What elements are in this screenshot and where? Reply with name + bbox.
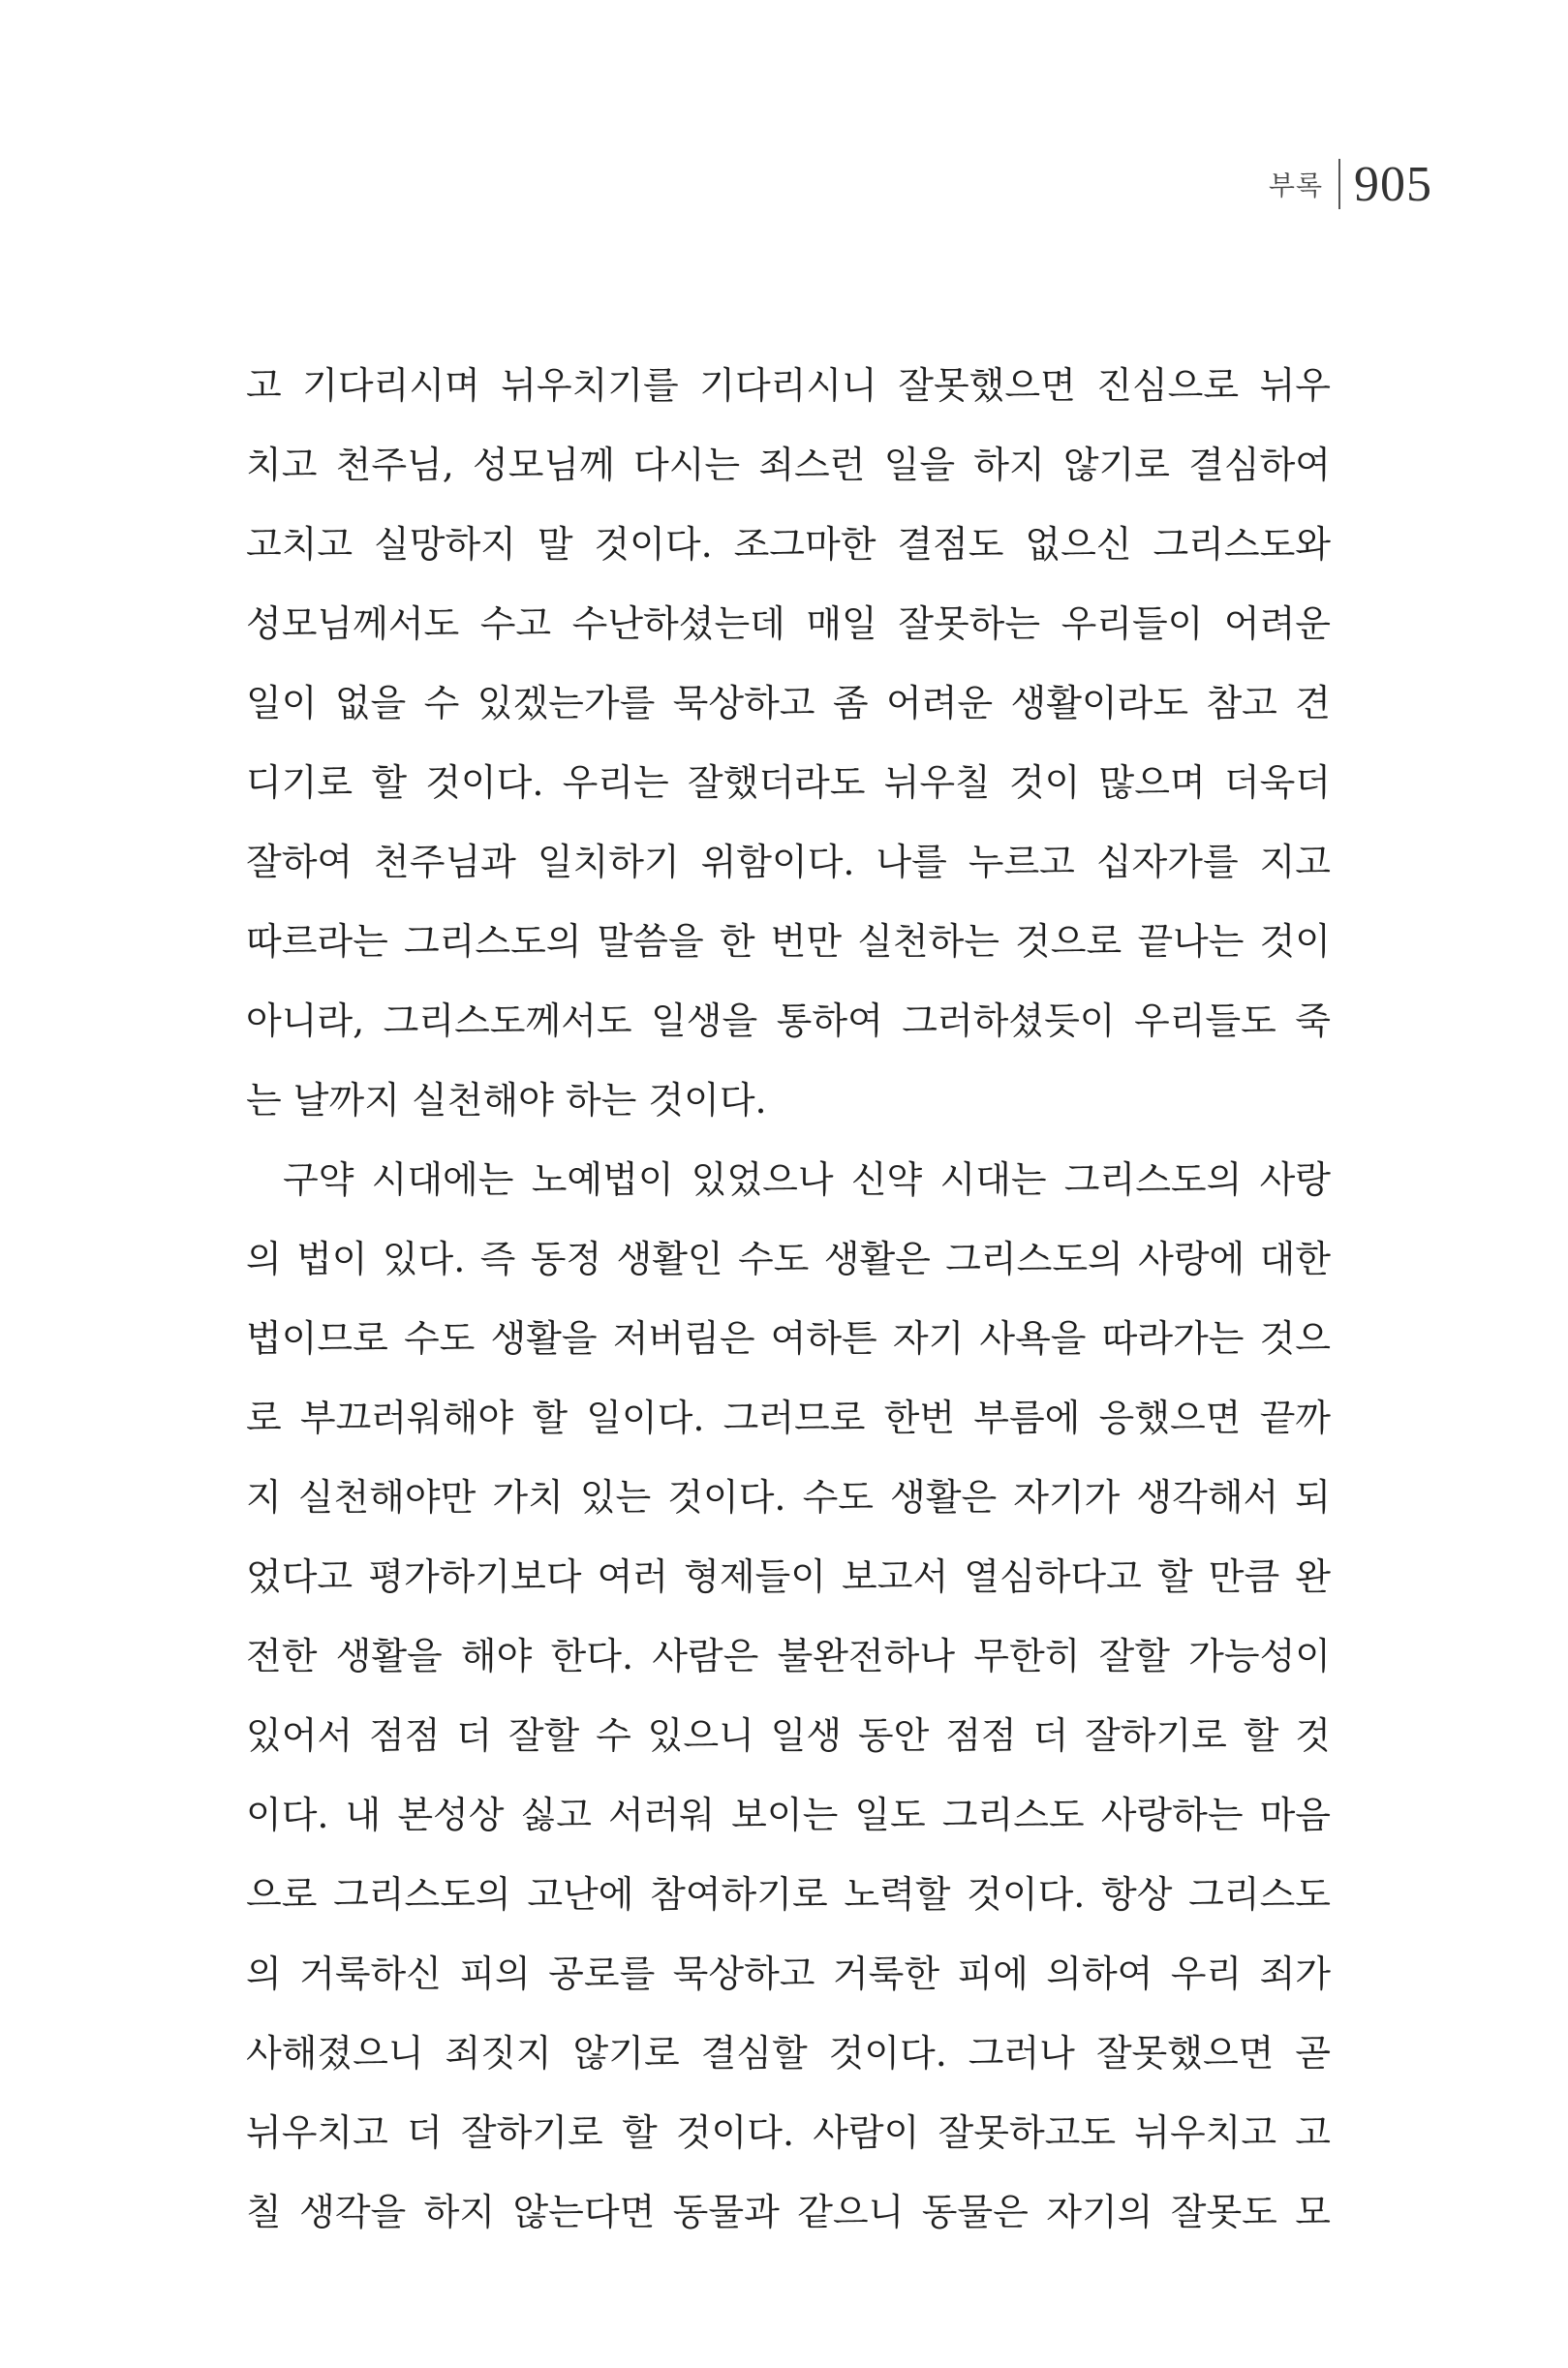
text-line: 고 기다리시며 뉘우치기를 기다리시니 잘못했으면 진심으로 뉘우 [246, 364, 1331, 407]
text-line: 디기로 할 것이다. 우리는 잘했더라도 뉘우칠 것이 많으며 더욱더 [246, 761, 1331, 804]
page-number: 905 [1354, 156, 1432, 212]
text-line: 있어서 점점 더 잘할 수 있으니 일생 동안 점점 더 잘하기로 할 것 [246, 1714, 1331, 1757]
text-line: 는 날까지 실천해야 하는 것이다. [246, 1079, 767, 1122]
text-line: 사해졌으니 죄짓지 않기로 결심할 것이다. 그러나 잘못했으면 곧 [246, 2032, 1331, 2075]
header-divider [1338, 159, 1340, 209]
text-line: 지 실천해야만 가치 있는 것이다. 수도 생활은 자기가 생각해서 되 [246, 1476, 1331, 1519]
text-line: 구약 시대에는 노예법이 있었으나 신약 시대는 그리스도의 사랑 [283, 1158, 1331, 1201]
text-line: 이다. 내 본성상 싫고 서러워 보이는 일도 그리스도 사랑하는 마음 [246, 1794, 1331, 1836]
text-line: 칠 생각을 하지 않는다면 동물과 같으니 동물은 자기의 잘못도 모 [246, 2191, 1331, 2233]
text-line: 일이 없을 수 있겠는가를 묵상하고 좀 어려운 생활이라도 참고 견 [246, 682, 1331, 724]
text-line: 치고 천주님, 성모님께 다시는 죄스런 일을 하지 않기로 결심하여 [246, 444, 1331, 486]
running-header [1269, 145, 1432, 223]
text-line: 었다고 평가하기보다 여러 형제들이 보고서 열심하다고 할 만큼 완 [246, 1555, 1331, 1598]
text-line: 따르라는 그리스도의 말씀을 한 번만 실천하는 것으로 끝나는 것이 [246, 920, 1331, 963]
text-line: 의 법이 있다. 즉 동정 생활인 수도 생활은 그리스도의 사랑에 대한 [246, 1238, 1331, 1280]
text-line: 아니라, 그리스도께서도 일생을 통하여 그러하셨듯이 우리들도 죽 [246, 999, 1331, 1042]
text-line: 법이므로 수도 생활을 저버림은 여하튼 자기 사욕을 따라가는 것으 [246, 1317, 1331, 1360]
text-line: 고치고 실망하지 말 것이다. 조그마한 결점도 없으신 그리스도와 [246, 523, 1331, 566]
text-line: 성모님께서도 수고 수난하셨는데 매일 잘못하는 우리들이 어려운 [246, 602, 1331, 645]
text-line: 전한 생활을 해야 한다. 사람은 불완전하나 무한히 잘할 가능성이 [246, 1635, 1331, 1677]
text-line: 의 거룩하신 피의 공로를 묵상하고 거룩한 피에 의하여 우리 죄가 [246, 1953, 1331, 1995]
section-label: 부록 [1268, 169, 1323, 201]
text-line: 로 부끄러워해야 할 일이다. 그러므로 한번 부름에 응했으면 끝까 [246, 1397, 1331, 1439]
body-text [246, 346, 1331, 2252]
text-line: 잘하여 천주님과 일치하기 위함이다. 나를 누르고 십자가를 지고 [246, 841, 1331, 883]
text-line: 뉘우치고 더 잘하기로 할 것이다. 사람이 잘못하고도 뉘우치고 고 [246, 2111, 1331, 2154]
text-line: 으로 그리스도의 고난에 참여하기로 노력할 것이다. 항상 그리스도 [246, 1873, 1331, 1916]
